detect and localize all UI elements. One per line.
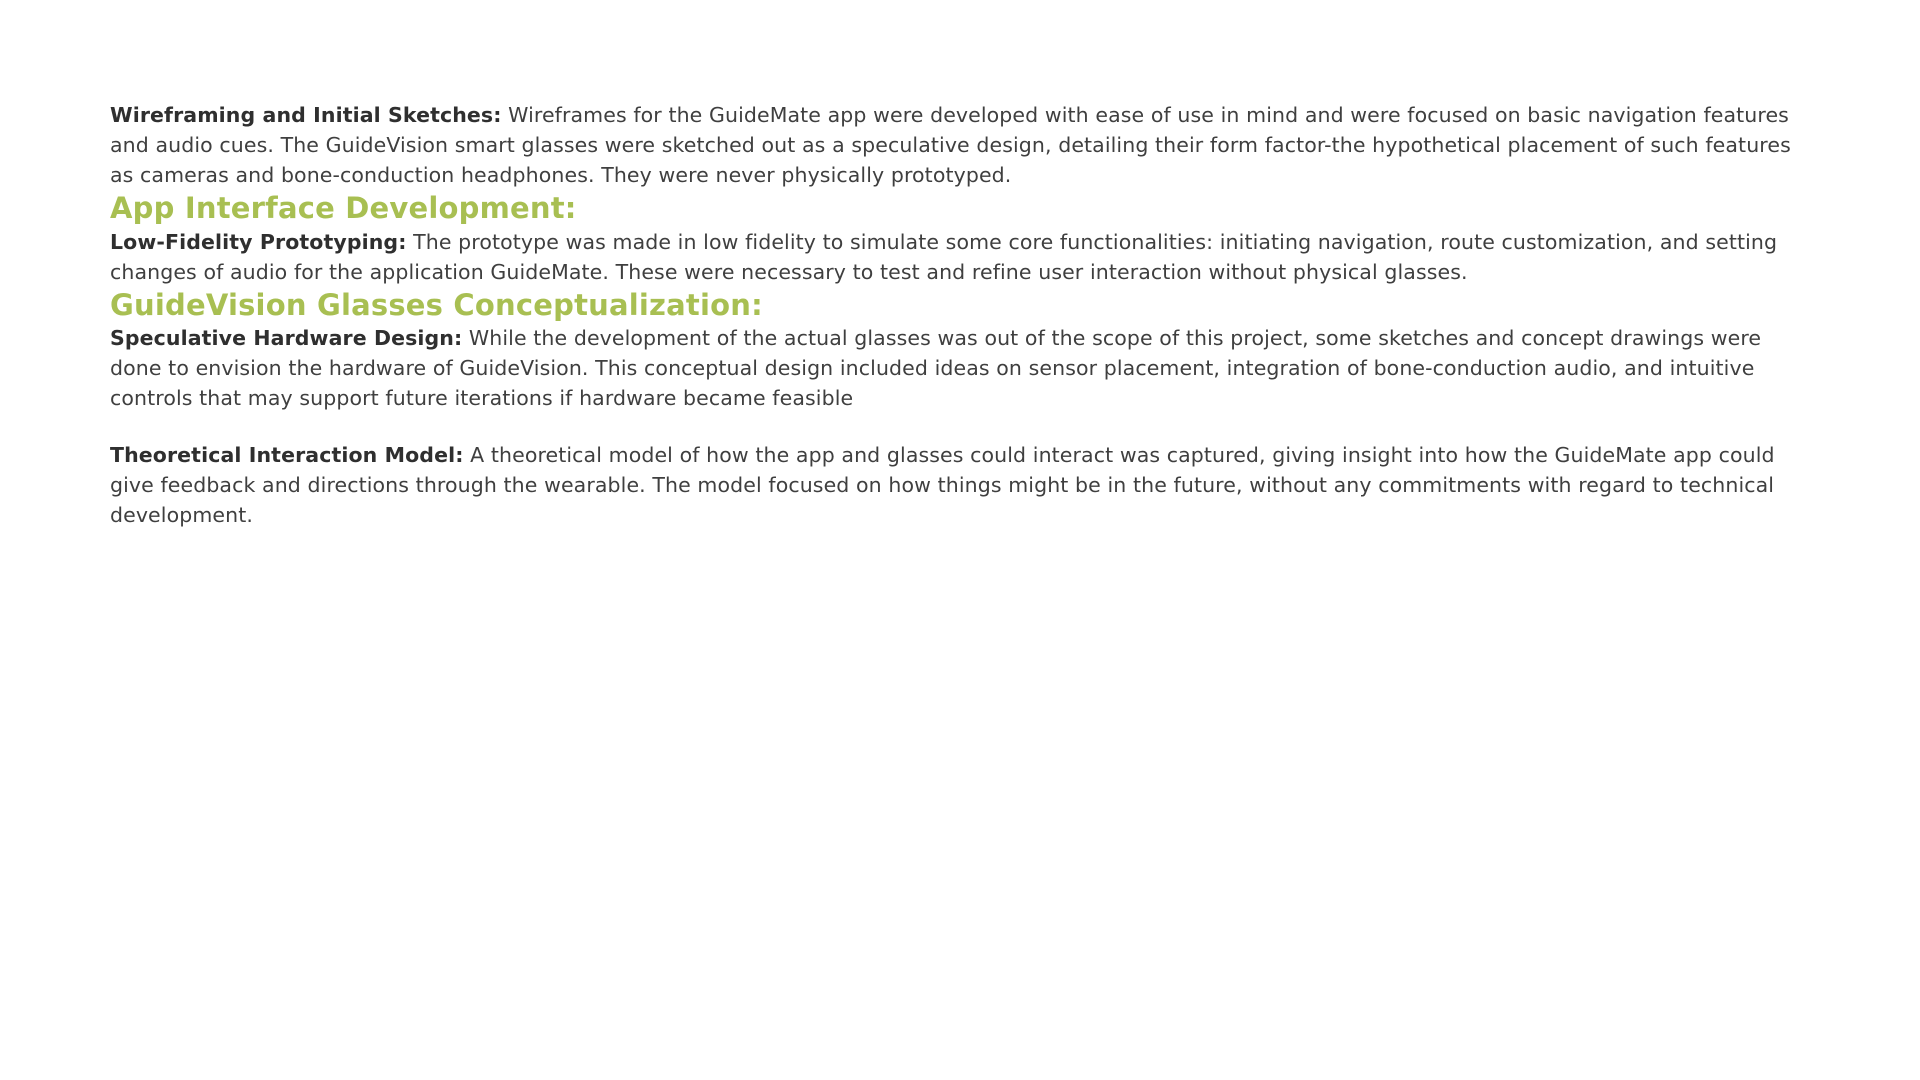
heading-guidevision-glasses-conceptualization: GuideVision Glasses Conceptualization: (110, 287, 763, 322)
paragraph-lead-wireframing: Wireframing and Initial Sketches: (110, 103, 502, 127)
paragraph-speculative-hardware-design (110, 323, 1808, 413)
heading-app-interface-development: App Interface Development: (110, 191, 577, 226)
paragraph-lead-speculative-hardware: Speculative Hardware Design: (110, 326, 463, 351)
paragraph-theoretical-interaction-model (110, 440, 1808, 530)
paragraph-text-wireframing: Wireframes for the GuideMate app were developed with ease of use in mind and were focused on basic navigation features and audio cues. The GuideVision smart glasses were sketched out as a speculative design, detailing their form factor-the hypothetical placement of such features as cameras and bone-conduction headphones. They were never physically prototyped. (110, 103, 1791, 188)
paragraph-text-theoretical-model: A theoretical model of how the app and glasses could interact was captured, giving insight into how the GuideMate app could give feedback and directions through the wearable. The model focused on how things might be in the future, without any commitments with regard to technical development. (110, 442, 1775, 527)
paragraph-text-low-fidelity: The prototype was made in low fidelity to simulate some core functionalities: initiating navigation, route customization, and setting changes of audio for the application GuideMate. These were necessary to test and refine user interaction without physical glasses. (110, 229, 1778, 284)
paragraph-lead-low-fidelity: Low-Fidelity Prototyping: (110, 229, 407, 254)
paragraph-low-fidelity-prototyping (110, 227, 1808, 287)
paragraph-text-speculative-hardware: While the development of the actual glasses was out of the scope of this project, some sketches and concept drawings were done to envision the hardware of GuideVision. This conceptual design included ideas on sensor placement, integration of bone-conduction audio, and intuitive controls that may support future iterations if hardware became feasible (110, 326, 1762, 411)
paragraph-lead-theoretical-model: Theoretical Interaction Model: (110, 442, 464, 467)
paragraph-wireframing (110, 100, 1808, 190)
document-body (110, 100, 1808, 530)
